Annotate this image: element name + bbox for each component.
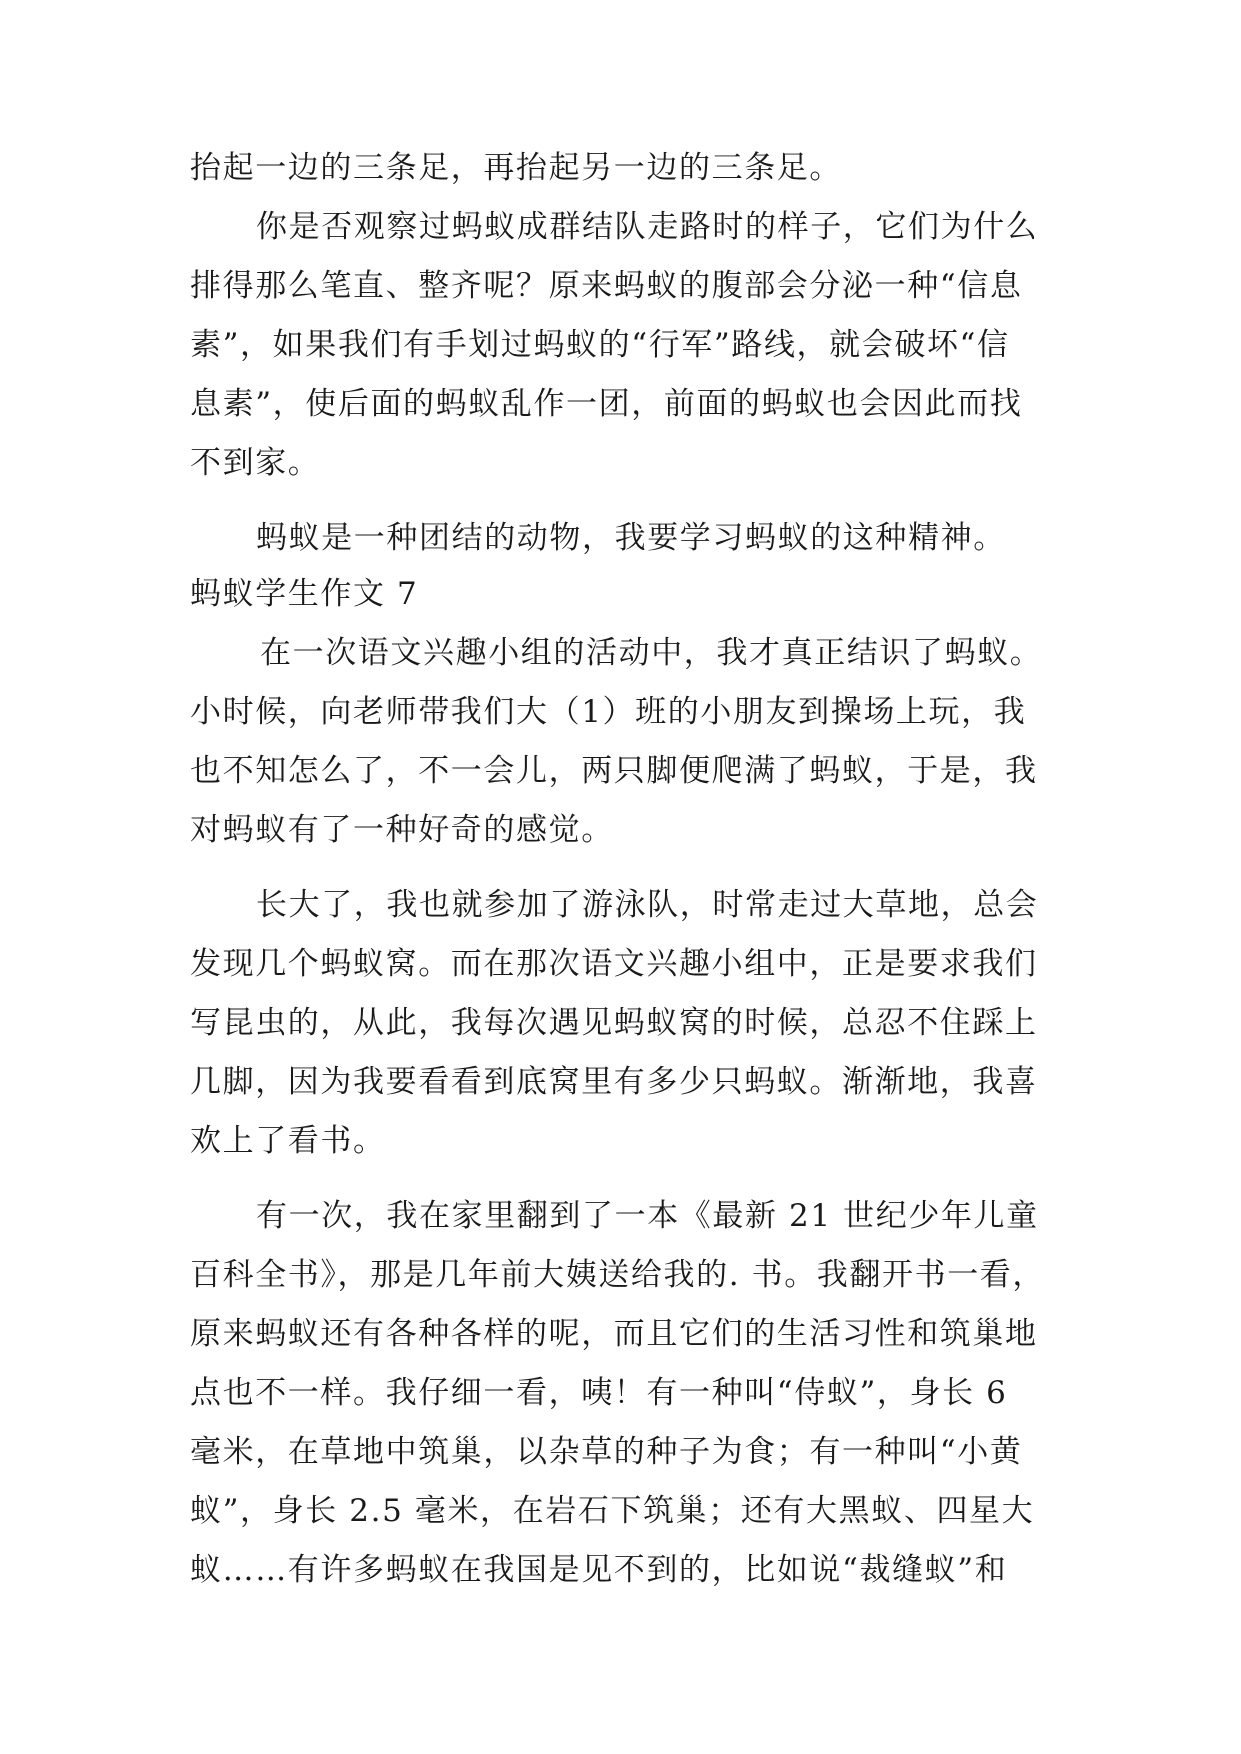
text-line: 也不知怎么了，不一会儿，两只脚便爬满了蚂蚁，于是，我 [190,753,1038,789]
text-line: 蚂蚁是一种团结的动物，我要学习蚂蚁的这种精神。 [256,520,1006,556]
text-line: 点也不一样。我仔细一看，咦！有一种叫“侍蚁”，身长 6 [190,1375,1008,1411]
text-line: 排得那么笔直、整齐呢？原来蚂蚁的腹部会分泌一种“信息 [190,268,1023,304]
text-line: 欢上了看书。 [190,1123,386,1159]
text-line: 小时候，向老师带我们大（1）班的小朋友到操场上玩，我 [190,694,1027,730]
text-line: 不到家。 [190,445,321,481]
text-line: 素”，如果我们有手划过蚂蚁的“行军”路线，就会破坏“信 [190,327,1010,363]
section-heading: 蚂蚁学生作文 7 [190,576,419,612]
text-line: 你是否观察过蚂蚁成群结队走路时的样子，它们为什么 [256,209,1039,245]
text-line: 毫米，在草地中筑巢，以杂草的种子为食；有一种叫“小黄 [190,1434,1023,1470]
text-line: 息素”，使后面的蚂蚁乱作一团，前面的蚂蚁也会因此而找 [190,386,1023,422]
text-line: 抬起一边的三条足，再抬起另一边的三条足。 [190,150,842,186]
text-line: 蚁”，身长 2.5 毫米，在岩石下筑巢；还有大黑蚁、四星大 [190,1493,1035,1529]
text-line: 原来蚂蚁还有各种各样的呢，而且它们的生活习性和筑巢地 [190,1316,1038,1352]
text-line: 几脚，因为我要看看到底窝里有多少只蚂蚁。渐渐地，我喜 [190,1064,1038,1100]
text-line: 百科全书》，那是几年前大姨送给我的. 书。我翻开书一看， [190,1257,1046,1293]
text-line: 在一次语文兴趣小组的活动中，我才真正结识了蚂蚁。 [260,635,1043,671]
text-line: 蚁……有许多蚂蚁在我国是见不到的，比如说“裁缝蚁”和 [190,1552,1008,1588]
text-line: 有一次，我在家里翻到了一本《最新 21 世纪少年儿童 [256,1198,1039,1234]
text-line: 发现几个蚂蚁窝。而在那次语文兴趣小组中，正是要求我们 [190,946,1038,982]
text-line: 写昆虫的，从此，我每次遇见蚂蚁窝的时候，总忍不住踩上 [190,1005,1038,1041]
text-line: 对蚂蚁有了一种好奇的感觉。 [190,812,614,848]
text-line: 长大了，我也就参加了游泳队，时常走过大草地，总会 [256,887,1039,923]
